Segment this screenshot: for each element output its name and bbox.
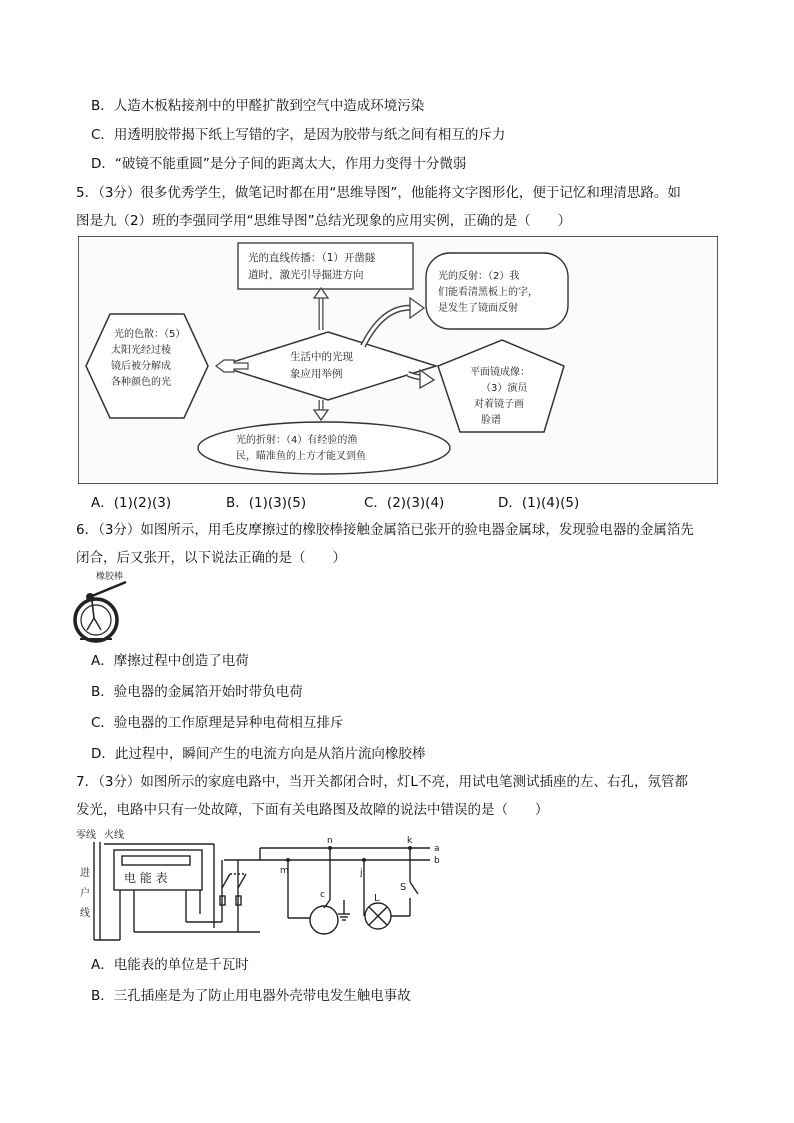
q7-option-b: B．三孔插座是为了防止用电器外壳带电发生触电事故 (91, 988, 411, 1004)
line-b-label: b (434, 856, 440, 866)
point-k-label: k (407, 836, 413, 846)
q4-option-c: C．用透明胶带揭下纸上写错的字，是因为胶带与纸之间有相互的斥力 (91, 127, 506, 143)
svg-text:们能看清黑板上的字， (438, 285, 538, 298)
svg-text:脸谱 (481, 413, 501, 426)
svg-text:火线 (104, 828, 124, 841)
svg-text:民，瞄准鱼的上方才能叉到鱼 (236, 449, 366, 462)
mind-map-right-line1: 平面镜成像： (470, 367, 530, 378)
q5-mind-map-figure (78, 236, 718, 484)
svg-text:平面镜成像： (470, 365, 530, 378)
svg-text:S (400, 882, 406, 893)
q5-stem-line1: 5．（3分）很多优秀学生，做笔记时都在用“思维导图”，他能将文字图形化，便于记忆和理清思路。如 (76, 185, 681, 201)
mind-map-right-top-line1: 光的反射：（2）我 (438, 271, 520, 282)
svg-text:橡胶棒 (96, 570, 123, 582)
mind-map-right-line3: 对着镜子画 (474, 399, 524, 410)
q4-option-d: D．“破镜不能重圆”是分子间的距离太大，作用力变得十分微弱 (91, 156, 467, 172)
svg-text:道时，激光引导掘进方向 (248, 268, 364, 281)
svg-text:对着镜子画 (474, 397, 524, 410)
svg-text:户 (80, 886, 90, 899)
point-n-label: n (327, 836, 333, 846)
svg-text:电 能 表 (124, 870, 168, 885)
q6-stem-line2: 闭合，后又张开，以下说法正确的是（ ） (76, 550, 346, 566)
switch-s-label: S (400, 882, 407, 893)
q7-household-circuit-figure (74, 828, 444, 946)
mind-map-right-top-line2: 们能看清黑板上的字， (438, 287, 538, 298)
rubber-rod-label: 橡胶棒 (96, 572, 124, 582)
q6-option-c: C．验电器的工作原理是异种电荷相互排斥 (91, 715, 344, 731)
mind-map-left-line3: 镜后被分解成 (111, 361, 171, 372)
svg-text:光的直线传播：（1）开凿隧 (248, 251, 376, 264)
svg-text:象应用举例 (290, 367, 343, 380)
svg-text:j (359, 868, 363, 878)
entry-label-3: 线 (80, 908, 90, 919)
point-m-label: m (280, 866, 289, 876)
entry-label-2: 户 (80, 888, 90, 899)
live-wire-label: 火线 (104, 830, 124, 841)
mind-map-center-line1: 生活中的光现 (290, 351, 353, 363)
line-a-label: a (434, 844, 440, 854)
svg-text:光的色散：（5） (114, 327, 185, 340)
mind-map-left-line1: 光的色散：（5） (114, 329, 186, 340)
svg-text:太阳光经过棱 (111, 343, 171, 356)
svg-text:零线 (76, 828, 96, 841)
q6-electroscope-figure (70, 568, 160, 644)
mind-map-bottom-line2: 民，瞄准鱼的上方才能叉到鱼 (236, 451, 366, 462)
q6-option-b: B．验电器的金属箔开始时带负电荷 (91, 684, 303, 700)
mind-map-top-line2: 道时，激光引导掘进方向 (248, 269, 364, 281)
mind-map-node-bottom (198, 422, 450, 474)
q5-option-a: A．(1)(2)(3) (91, 495, 172, 511)
q6-option-d: D．此过程中，瞬间产生的电流方向是从箔片流向橡胶棒 (91, 746, 426, 762)
svg-text:L (374, 893, 380, 904)
mind-map-right-line2: （3）演员 (481, 383, 528, 394)
energy-meter-label: 电 能 表 (124, 871, 168, 885)
svg-text:进 (80, 866, 90, 879)
svg-text:各种颜色的光 (111, 375, 171, 388)
mind-map-right-top-line3: 是发生了镜面反射 (438, 303, 518, 314)
mind-map-top-line1: 光的直线传播：（1）开凿隧 (248, 252, 376, 264)
mind-map-right-line4: 脸谱 (481, 415, 501, 426)
svg-text:n (327, 836, 333, 846)
point-j-label: j (360, 868, 363, 878)
svg-text:a (434, 844, 440, 854)
q5-option-c: C．(2)(3)(4) (364, 495, 445, 511)
q6-option-a: A．摩擦过程中创造了电荷 (91, 653, 249, 669)
svg-text:镜后被分解成 (111, 359, 171, 372)
q6-stem-line1: 6．（3分）如图所示，用毛皮摩擦过的橡胶棒接触金属箔已张开的验电器金属球，发现验电器的金属箔先 (76, 522, 694, 538)
svg-text:（3）演员 (481, 381, 528, 394)
mind-map-bottom-line1: 光的折射：（4）有经验的渔 (236, 435, 358, 446)
neutral-wire-label: 零线 (76, 830, 96, 841)
svg-text:生活中的光现 (290, 350, 353, 363)
q7-option-a: A．电能表的单位是千瓦时 (91, 957, 249, 973)
mind-map-node-top (238, 243, 413, 289)
q7-stem-line2: 发光，电路中只有一处故障，下面有关电路图及故障的说法中错误的是（ ） (76, 802, 549, 818)
svg-text:光的折射：（4）有经验的渔 (236, 433, 357, 446)
svg-text:是发生了镜面反射 (438, 301, 518, 314)
svg-text:k (407, 836, 413, 846)
svg-text:c (320, 890, 325, 900)
svg-text:m (280, 866, 289, 876)
q5-stem-line2: 图是九（2）班的李强同学用“思维导图”总结光现象的应用实例，正确的是（ ） (76, 213, 572, 229)
point-c-label: c (320, 890, 325, 900)
q5-option-d: D．(1)(4)(5) (498, 495, 580, 511)
q4-option-b: B．人造木板粘接剂中的甲醛扩散到空气中造成环境污染 (91, 98, 425, 114)
svg-text:b (434, 856, 440, 866)
lamp-l-label: L (374, 893, 380, 904)
mind-map-left-line4: 各种颜色的光 (111, 377, 171, 388)
svg-text:光的反射：（2）我 (438, 269, 519, 282)
q5-option-b: B．(1)(3)(5) (226, 495, 307, 511)
mind-map-left-line2: 太阳光经过棱 (111, 345, 171, 356)
q7-stem-line1: 7．（3分）如图所示的家庭电路中，当开关都闭合时，灯L不亮，用试电笔测试插座的左、右孔，氖管都 (76, 774, 688, 790)
mind-map-center-line2: 象应用举例 (290, 368, 343, 380)
svg-text:线 (80, 906, 90, 919)
entry-label-1: 进 (80, 868, 90, 879)
